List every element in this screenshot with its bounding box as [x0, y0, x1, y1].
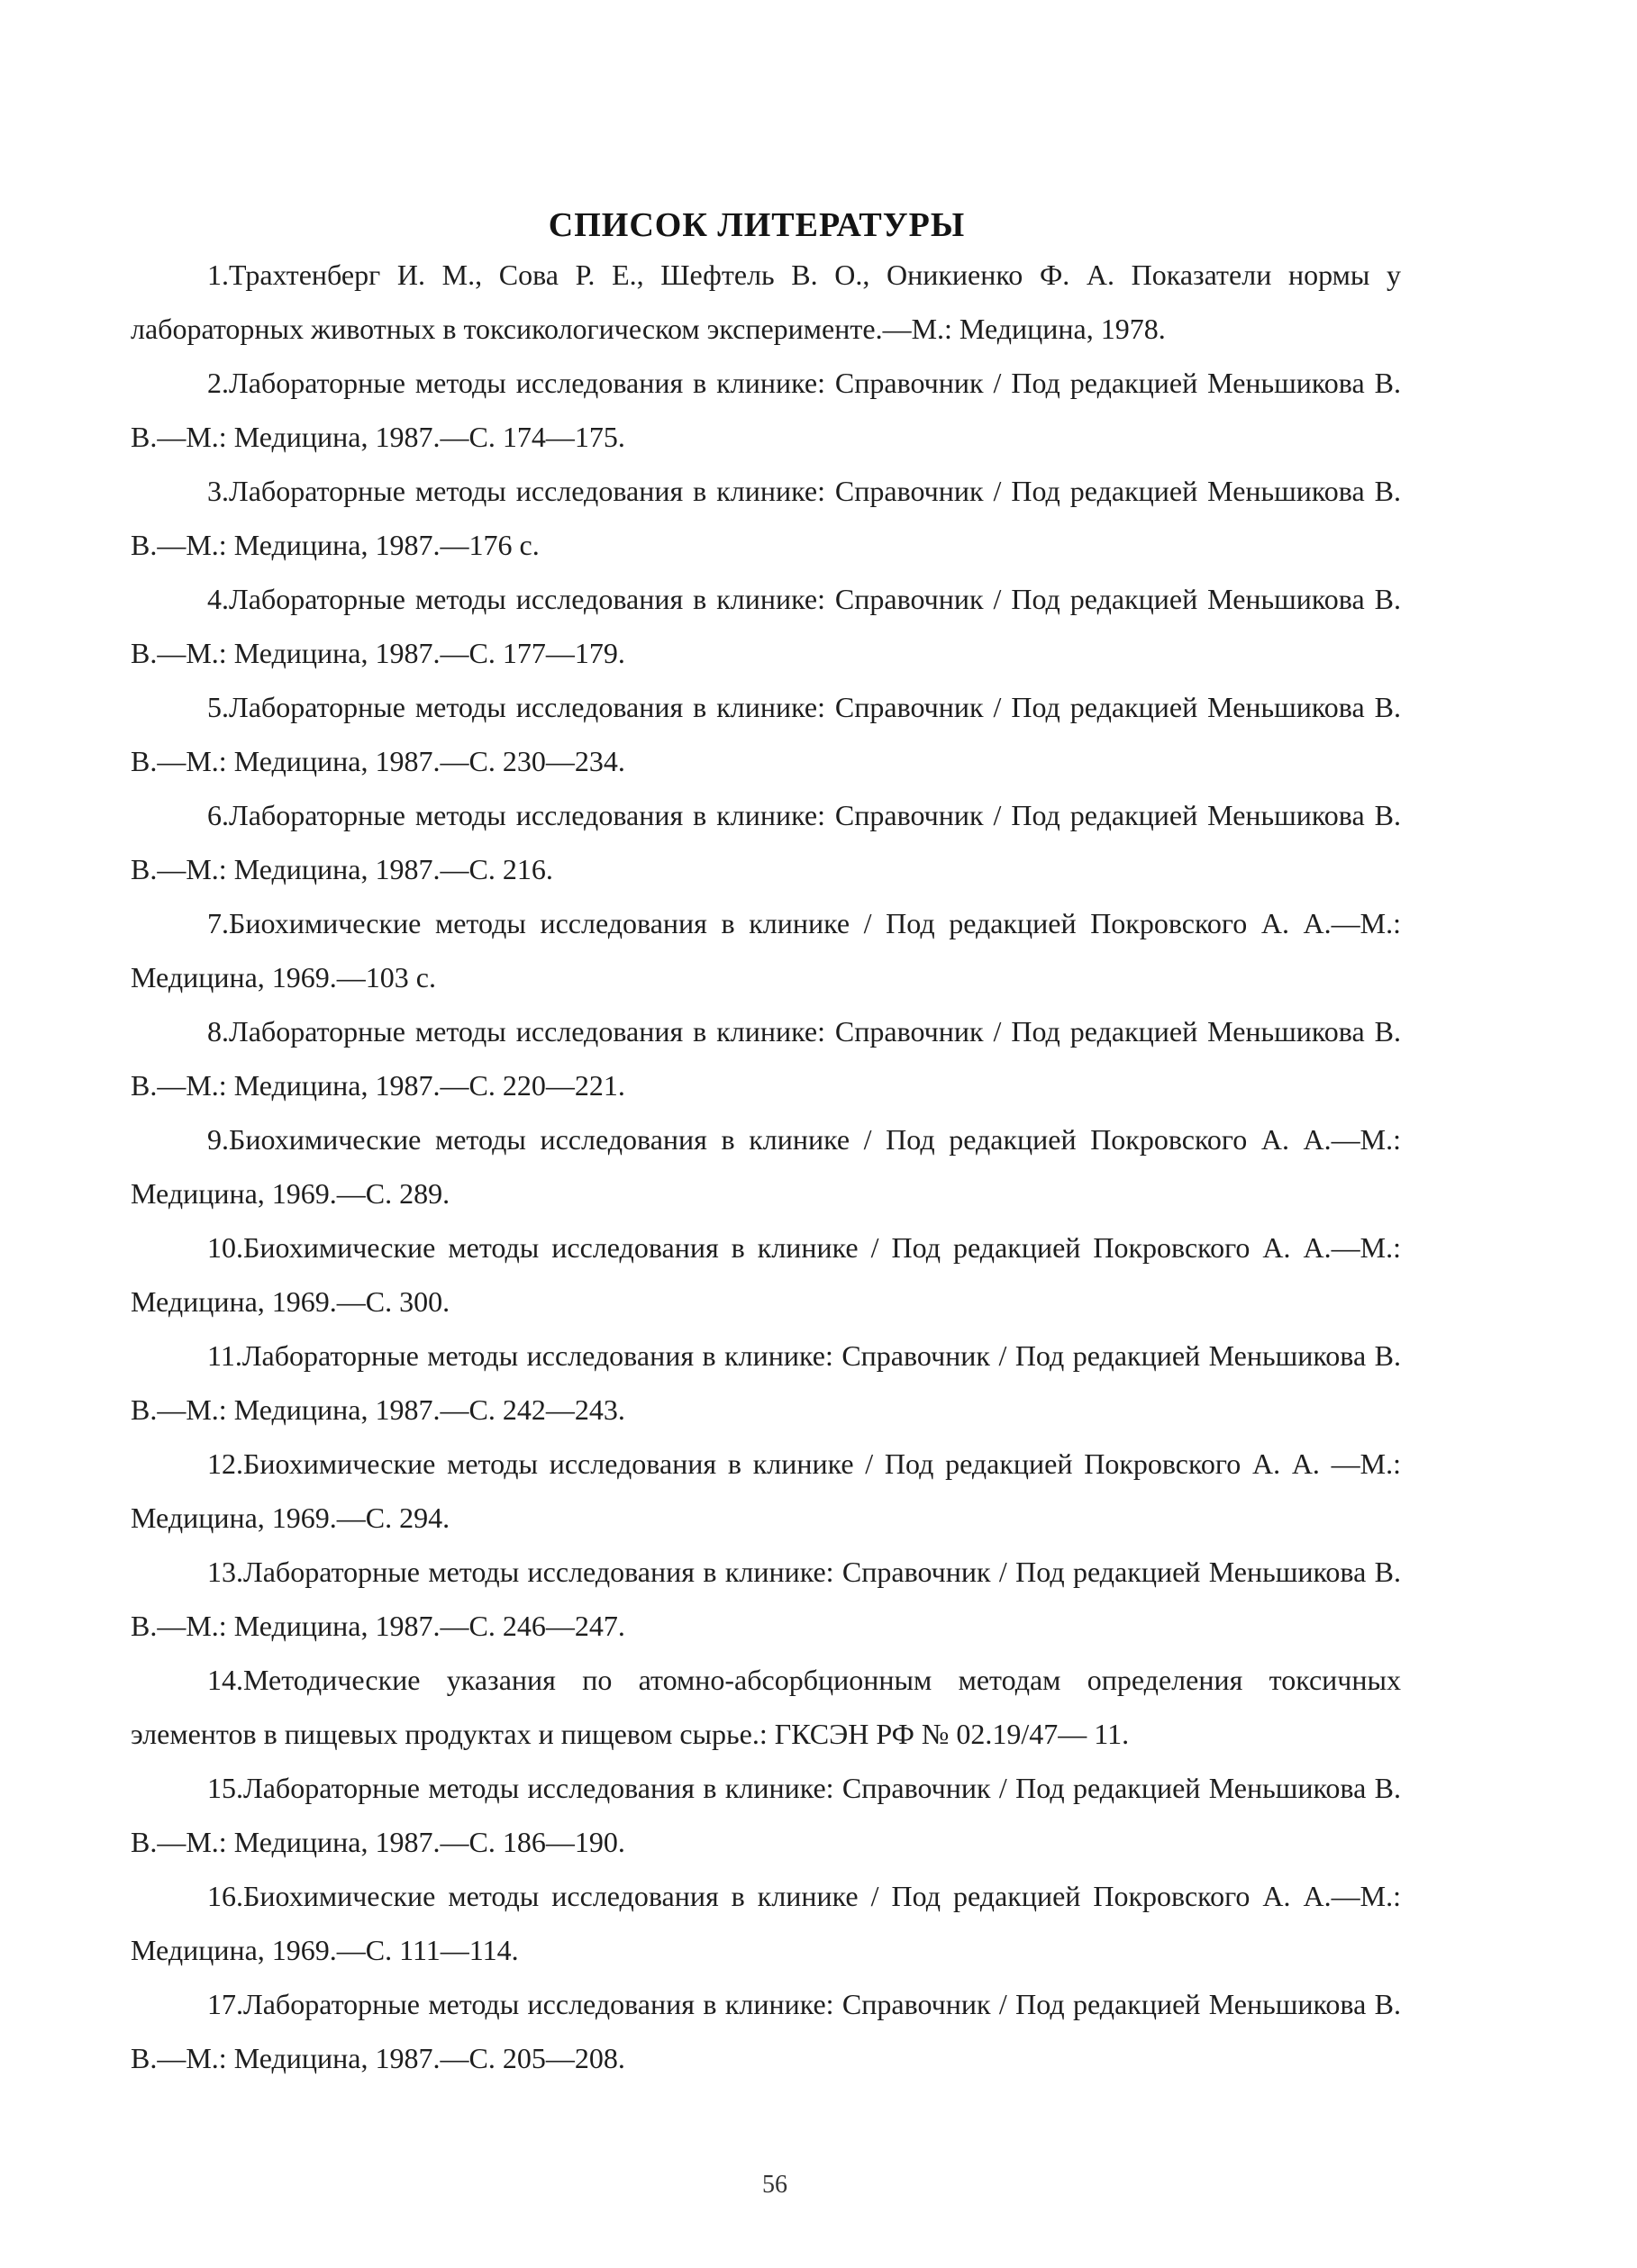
page-title: СПИСОК ЛИТЕРАТУРЫ [548, 206, 966, 244]
reference-item: 11.Лабораторные методы исследования в клинике: Справочник / Под редакцией Меньшикова В. В.—М.: Медицина, 1987.—С. 242—243. [131, 1339, 1401, 1426]
reference-item: 12.Биохимические методы исследования в клинике / Под редакцией Покровского А. А. —М.: Медицина, 1969.—С. 294. [131, 1447, 1401, 1534]
reference-item: 16.Биохимические методы исследования в клинике / Под редакцией Покровского А. А.—М.: Медицина, 1969.—С. 111—114. [131, 1880, 1401, 1966]
reference-item: 15.Лабораторные методы исследования в клинике: Справочник / Под редакцией Меньшикова В. В.—М.: Медицина, 1987.—С. 186—190. [131, 1772, 1401, 1858]
reference-item: 3.Лабораторные методы исследования в клинике: Справочник / Под редакцией Меньшикова В. В.—М.: Медицина, 1987.—176 с. [131, 475, 1401, 561]
reference-item: 5.Лабораторные методы исследования в клинике: Справочник / Под редакцией Меньшикова В. В.—М.: Медицина, 1987.—С. 230—234. [131, 691, 1401, 777]
reference-item: 10.Биохимические методы исследования в клинике / Под редакцией Покровского А. А.—М.: Медицина, 1969.—С. 300. [131, 1231, 1401, 1318]
reference-item: 4.Лабораторные методы исследования в клинике: Справочник / Под редакцией Меньшикова В. В.—М.: Медицина, 1987.—С. 177—179. [131, 583, 1401, 669]
reference-item: 9.Биохимические методы исследования в клинике / Под редакцией Покровского А. А.—М.: Медицина, 1969.—С. 289. [131, 1123, 1401, 1210]
reference-item: 7.Биохимические методы исследования в клинике / Под редакцией Покровского А. А.—М.: Медицина, 1969.—103 с. [131, 907, 1401, 993]
reference-item: 8.Лабораторные методы исследования в клинике: Справочник / Под редакцией Меньшикова В. В.—М.: Медицина, 1987.—С. 220—221. [131, 1015, 1401, 1102]
reference-item: 14.Методические указания по атомно-абсорбционным методам определения токсичных элементов в пищевых продуктах и пищевом сырье.: ГКСЭН РФ № 02.19/47— 11. [131, 1664, 1401, 1750]
reference-item: 13.Лабораторные методы исследования в клинике: Справочник / Под редакцией Меньшикова В. В.—М.: Медицина, 1987.—С. 246—247. [131, 1556, 1401, 1642]
page-number: 56 [762, 2171, 787, 2199]
reference-item: 6.Лабораторные методы исследования в клинике: Справочник / Под редакцией Меньшикова В. В.—М.: Медицина, 1987.—С. 216. [131, 799, 1401, 885]
reference-item: 1.Трахтенберг И. М., Сова Р. Е., Шефтель В. О., Оникиенко Ф. А. Показатели нормы у лабораторных животных в токсикологическом эксперименте.—М.: Медицина, 1978. [131, 259, 1401, 345]
reference-item: 2.Лабораторные методы исследования в клинике: Справочник / Под редакцией Меньшикова В. В.—М.: Медицина, 1987.—С. 174—175. [131, 367, 1401, 453]
reference-item: 17.Лабораторные методы исследования в клинике: Справочник / Под редакцией Меньшикова В. В.—М.: Медицина, 1987.—С. 205—208. [131, 1988, 1401, 2074]
reference-list [131, 248, 1401, 2085]
